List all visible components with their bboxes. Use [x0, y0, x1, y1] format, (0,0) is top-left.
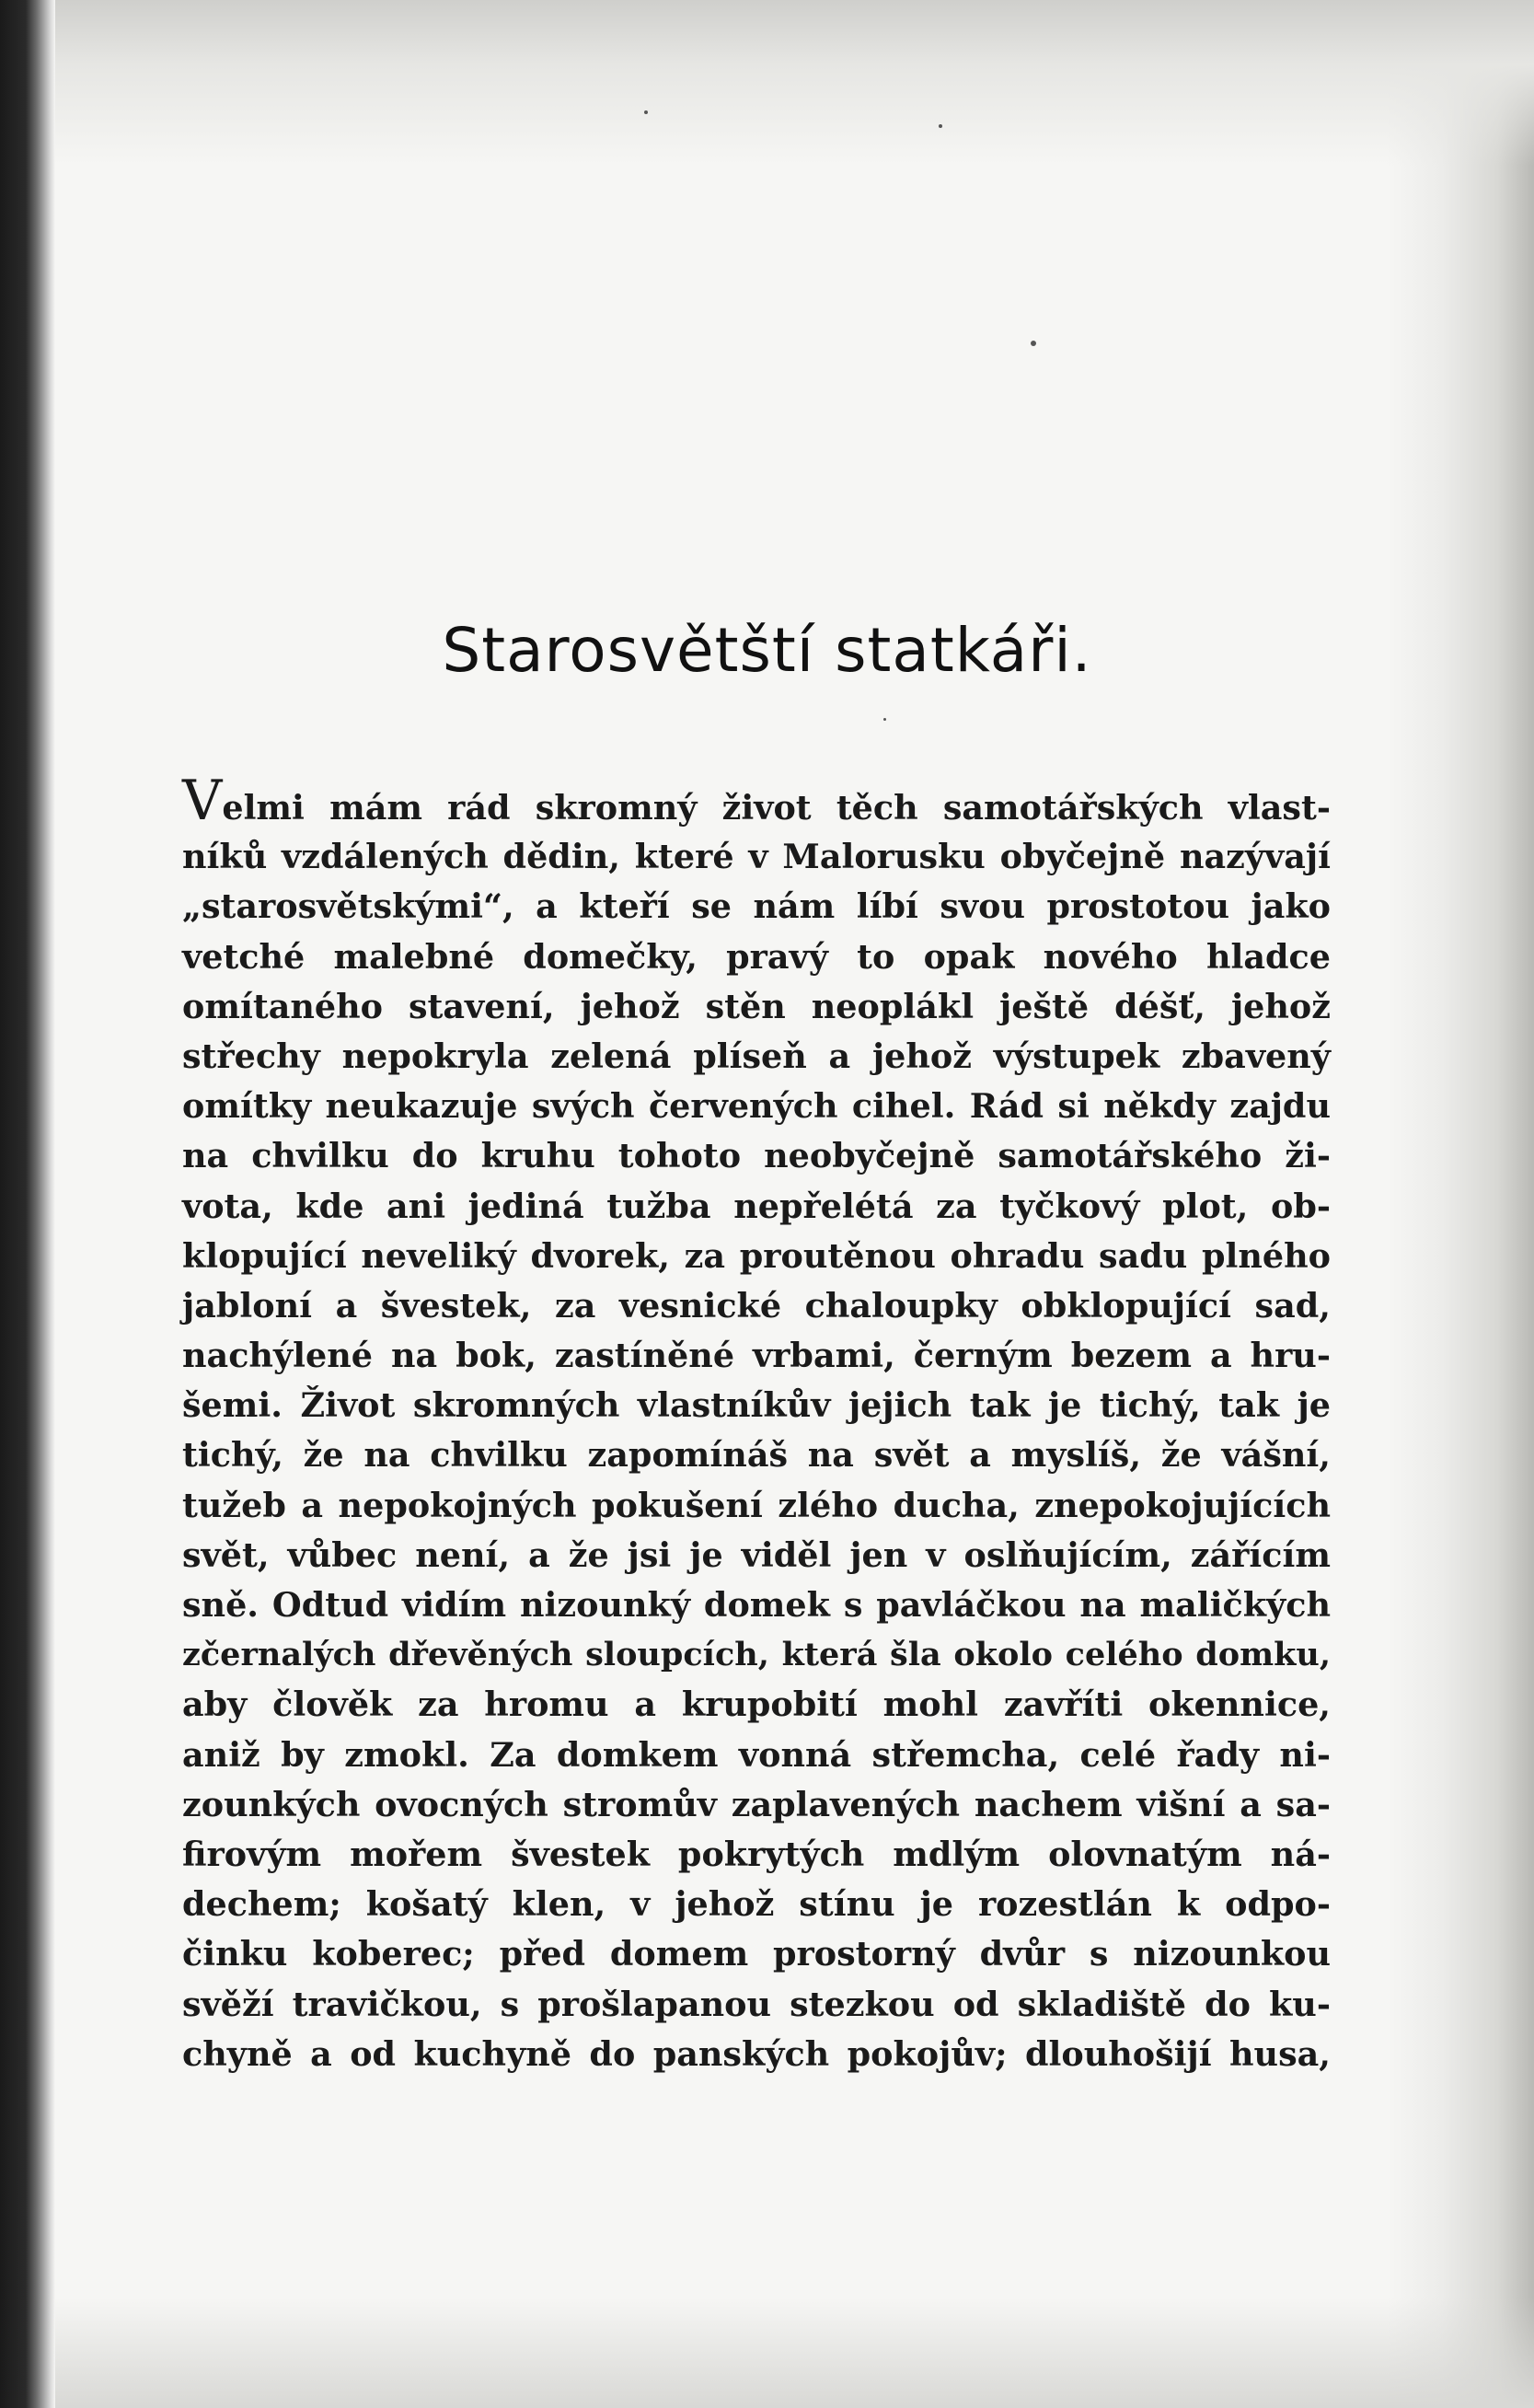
- text-line: „starosvětskými“, a kteří se nám líbí svou prostotou jako: [182, 886, 1331, 927]
- page-edge-shadow: [1387, 0, 1534, 2408]
- text-line: dechem; košatý klen, v jehož stínu je rozestlán k odpo-: [182, 1884, 1331, 1925]
- text-line: jabloní a švestek, za vesnické chaloupky obklopující sad,: [182, 1285, 1331, 1326]
- text-line: firovým mořem švestek pokrytých mdlým olovnatým ná-: [182, 1834, 1331, 1874]
- chapter-body: [182, 769, 1331, 2079]
- text-line: Velmi mám rád skromný život těch samotářských vlast-: [182, 769, 1331, 833]
- scan-speck: [883, 718, 886, 721]
- text-line: aniž by zmokl. Za domkem vonná střemcha, celé řady ni-: [182, 1734, 1331, 1775]
- top-edge-shadow: [55, 0, 1534, 166]
- text-line: činku koberec; před domem prostorný dvůr s nizounkou: [182, 1934, 1331, 1974]
- scan-speck: [644, 110, 648, 114]
- text-line: na chvilku do kruhu tohoto neobyčejně samotářského ži-: [182, 1136, 1331, 1176]
- text-line: aby člověk za hromu a krupobití mohl zavříti okennice,: [182, 1684, 1331, 1725]
- text-line: zčernalých dřevěných sloupcích, která šla okolo celého domku,: [182, 1636, 1331, 1674]
- initial-letter: V: [182, 769, 223, 833]
- text-line: omítaného stavení, jehož stěn neoplákl ještě déšť, jehož: [182, 986, 1331, 1026]
- text-line: střechy nepokryla zelená plíseň a jehož výstupek zbavený: [182, 1036, 1331, 1076]
- text-line: svět, vůbec není, a že jsi je viděl jen v oslňujícím, zářícím: [182, 1534, 1331, 1575]
- scan-speck: [1031, 341, 1036, 346]
- text-line: chyně a od kuchyně do panských pokojův; dlouhošijí husa,: [182, 2033, 1331, 2074]
- text-line: vetché malebné domečky, pravý to opak nového hladce: [182, 936, 1331, 977]
- chapter-title: Starosvětští statkáři.: [442, 615, 1092, 686]
- binding-shadow: [0, 0, 55, 2408]
- text-line: sně. Odtud vidím nizounký domek s pavláčkou na maličkých: [182, 1585, 1331, 1625]
- bottom-edge-shadow: [55, 2298, 1534, 2408]
- text-line: svěží travičkou, s prošlapanou stezkou od skladiště do ku-: [182, 1984, 1331, 2024]
- text-line: tužeb a nepokojných pokušení zlého ducha, znepokojujících: [182, 1485, 1331, 1525]
- text-line: nachýlené na bok, zastíněné vrbami, černým bezem a hru-: [182, 1336, 1331, 1376]
- text-line: omítky neukazuje svých červených cihel. Rád si někdy zajdu: [182, 1086, 1331, 1127]
- text-line: níků vzdálených dědin, které v Malorusku obyčejně nazývají: [182, 837, 1331, 877]
- text-line: zounkých ovocných stromův zaplavených nachem višní a sa-: [182, 1784, 1331, 1824]
- text-line: tichý, že na chvilku zapomínáš na svět a myslíš, že vášní,: [182, 1435, 1331, 1476]
- text-line: šemi. Život skromných vlastníkův jejich tak je tichý, tak je: [182, 1385, 1331, 1426]
- text-line: vota, kde ani jediná tužba nepřelétá za tyčkový plot, ob-: [182, 1186, 1331, 1226]
- text-line: klopující neveliký dvorek, za proutěnou ohradu sadu plného: [182, 1235, 1331, 1276]
- scan-speck: [939, 124, 942, 128]
